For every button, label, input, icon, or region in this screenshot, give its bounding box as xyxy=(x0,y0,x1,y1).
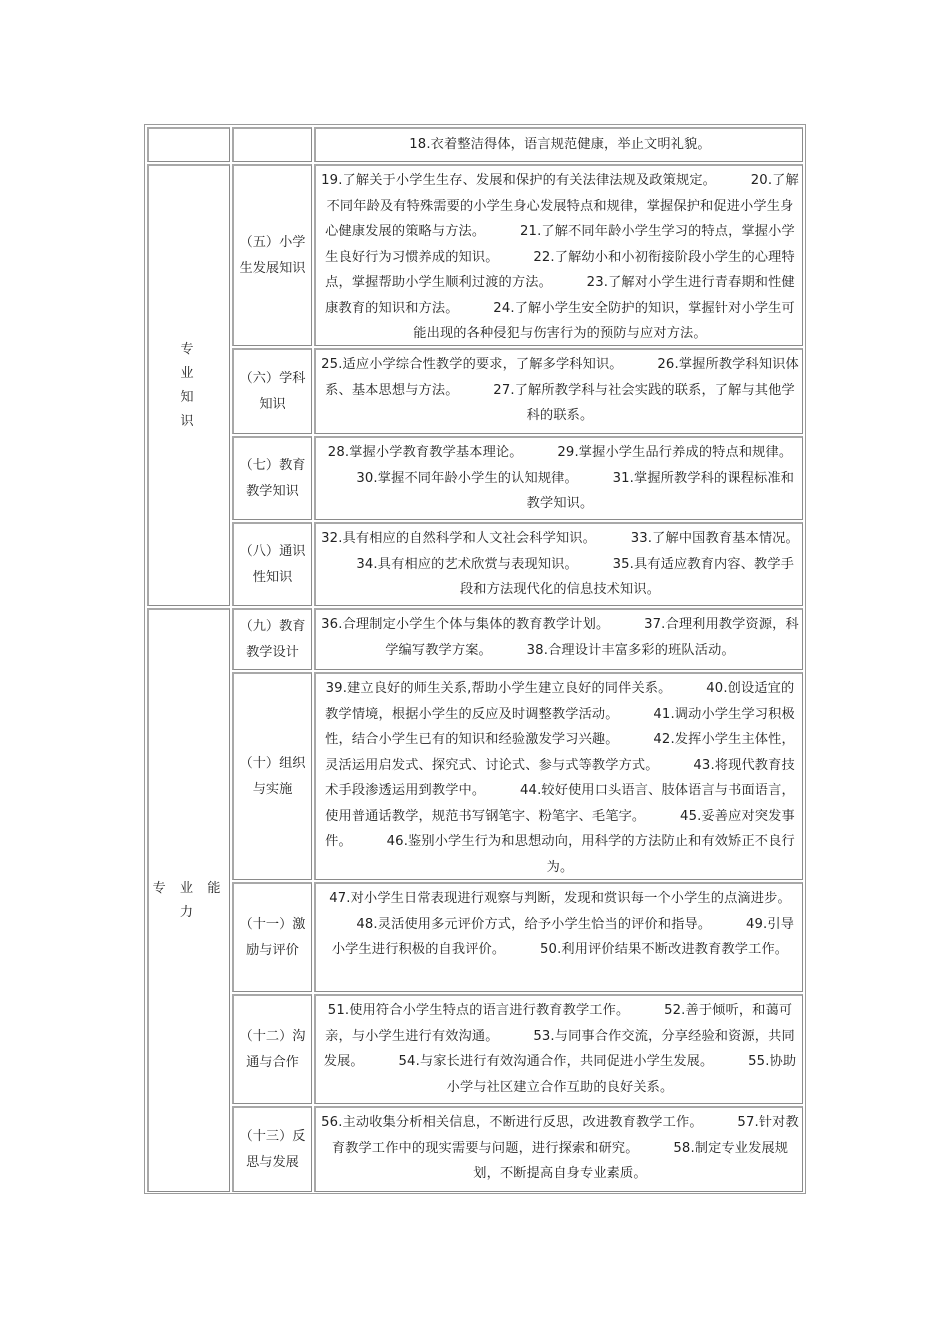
category-cell-empty xyxy=(147,127,230,162)
standard-item: 20.了解不同年龄及有特殊需要的小学生身心发展特点和规律，掌握保护和促进小学生身心健康发展的策略与方法。 xyxy=(325,173,799,239)
section-content-student-development xyxy=(314,164,803,346)
standard-item: 42.发挥小学生主体性，灵活运用启发式、探究式、讨论式、参与式等教学方式。 xyxy=(325,732,795,773)
category-label: 专 业 能 力 xyxy=(152,880,226,920)
standard-item: 39.建立良好的师生关系,帮助小学生建立良好的同伴关系。 xyxy=(325,681,672,696)
standard-item: 31.掌握所教学科的课程标准和教学知识。 xyxy=(526,470,795,511)
section-title-organization: （十）组织与实施 xyxy=(232,672,312,880)
section-content-general-knowledge xyxy=(314,522,803,606)
section-title-teaching-design: （九）教育教学设计 xyxy=(232,608,312,670)
standard-item: 49.引导小学生进行积极的自我评价。 xyxy=(331,916,795,957)
section-content-teaching-knowledge xyxy=(314,436,803,520)
standard-item: 50.利用评价结果不断改进教育教学工作。 xyxy=(539,942,789,957)
section-title-subject-knowledge: （六）学科知识 xyxy=(232,348,312,434)
standard-item: 33.了解中国教育基本情况。 xyxy=(630,531,799,546)
standard-item: 51.使用符合小学生特点的语言进行教育教学工作。 xyxy=(327,1003,630,1018)
section-title-motivation-evaluation: （十一）激励与评价 xyxy=(232,882,312,992)
category-professional-knowledge xyxy=(147,164,230,606)
standard-item: 46.鉴别小学生行为和思想动向，用科学的方法防止和有效矫正不良行为。 xyxy=(386,834,795,875)
standard-item: 36.合理制定小学生个体与集体的教育教学计划。 xyxy=(321,617,610,632)
section-title-student-development: （五）小学生发展知识 xyxy=(232,164,312,346)
content-cell-18 xyxy=(314,127,803,162)
standard-item: 40.创设适宜的教学情境，根据小学生的反应及时调整教学活动。 xyxy=(325,681,795,722)
category-professional-ability xyxy=(147,608,230,1192)
standard-item: 27.了解所教学科与社会实践的联系，了解与其他学科的联系。 xyxy=(493,382,795,423)
standard-item: 48.灵活使用多元评价方式，给予小学生恰当的评价和指导。 xyxy=(356,916,712,932)
standard-item: 29.掌握小学生品行养成的特点和规律。 xyxy=(557,445,793,460)
standard-item: 21.了解不同年龄小学生学习的特点，掌握小学生良好行为习惯养成的知识。 xyxy=(325,224,795,265)
standard-item: 35.具有适应教育内容、教学手段和方法现代化的信息技术知识。 xyxy=(459,556,795,597)
section-content-organization xyxy=(314,672,803,880)
standard-item: 19.了解关于小学生生存、发展和保护的有关法律法规及政策规定。 xyxy=(321,173,716,188)
section-title-communication: （十二）沟通与合作 xyxy=(232,994,312,1104)
standard-item: 32.具有相应的自然科学和人文社会科学知识。 xyxy=(321,531,596,546)
standard-item: 22.了解幼小和小初衔接阶段小学生的心理特点，掌握帮助小学生顺利过渡的方法。 xyxy=(325,249,795,290)
standard-item: 55.协助小学与社区建立合作互助的良好关系。 xyxy=(446,1054,797,1095)
standard-item: 54.与家长进行有效沟通合作，共同促进小学生发展。 xyxy=(398,1054,714,1069)
standard-item: 24.了解小学生安全防护的知识，掌握针对小学生可能出现的各种侵犯与伤害行为的预防与应对方法。 xyxy=(413,300,795,341)
section-content-subject-knowledge xyxy=(314,348,803,434)
section-title-teaching-knowledge: （七）教育教学知识 xyxy=(232,436,312,520)
section-content-communication xyxy=(314,994,803,1104)
standard-item: 34.具有相应的艺术欣赏与表现知识。 xyxy=(356,556,578,572)
standard-item: 30.掌握不同年龄小学生的认知规律。 xyxy=(356,470,578,486)
standard-item: 28.掌握小学教育教学基本理论。 xyxy=(327,445,523,460)
category-label: 专 业 知 识 xyxy=(180,341,198,429)
standard-item: 57.针对教育教学工作中的现实需要与问题，进行探索和研究。 xyxy=(331,1115,799,1156)
standard-item: 56.主动收集分析相关信息，不断进行反思，改进教育教学工作。 xyxy=(321,1115,703,1130)
standard-item: 47.对小学生日常表现进行观察与判断，发现和赏识每一个小学生的点滴进步。 xyxy=(329,891,791,906)
subcategory-cell-empty xyxy=(232,127,312,162)
standard-item: 58.制定专业发展规划，不断提高自身专业素质。 xyxy=(473,1140,789,1181)
standard-item: 37.合理利用教学资源，科学编写教学方案。 xyxy=(385,617,799,658)
section-title-reflection: （十三）反思与发展 xyxy=(232,1106,312,1192)
section-content-reflection xyxy=(314,1106,803,1192)
section-title-general-knowledge: （八）通识性知识 xyxy=(232,522,312,606)
standard-item: 38.合理设计丰富多彩的班队活动。 xyxy=(526,642,735,658)
standard-item: 23.了解对小学生进行青春期和性健康教育的知识和方法。 xyxy=(325,275,795,316)
standard-item: 18.衣着整洁得体，语言规范健康，举止文明礼貌。 xyxy=(409,137,711,152)
standard-item: 44.较好使用口头语言、肢体语言与书面语言，使用普通话教学，规范书写钢笔字、粉笔字、毛笔字。 xyxy=(325,783,795,824)
standard-item: 43.将现代教育技术手段渗透运用到教学中。 xyxy=(325,757,795,798)
standard-item: 41.调动小学生学习积极性，结合小学生已有的知识和经验激发学习兴趣。 xyxy=(325,706,795,747)
standard-item: 53.与同事合作交流，分享经验和资源，共同发展。 xyxy=(323,1028,795,1069)
standard-item: 52.善于倾听，和蔼可亲，与小学生进行有效沟通。 xyxy=(325,1003,793,1044)
section-content-motivation-evaluation xyxy=(314,882,803,992)
standard-item: 26.掌握所教学科知识体系、基本思想与方法。 xyxy=(325,357,799,398)
standard-item: 25.适应小学综合性教学的要求，了解多学科知识。 xyxy=(321,357,623,372)
standard-item: 45.妥善应对突发事件。 xyxy=(325,808,795,849)
section-content-teaching-design xyxy=(314,608,803,670)
